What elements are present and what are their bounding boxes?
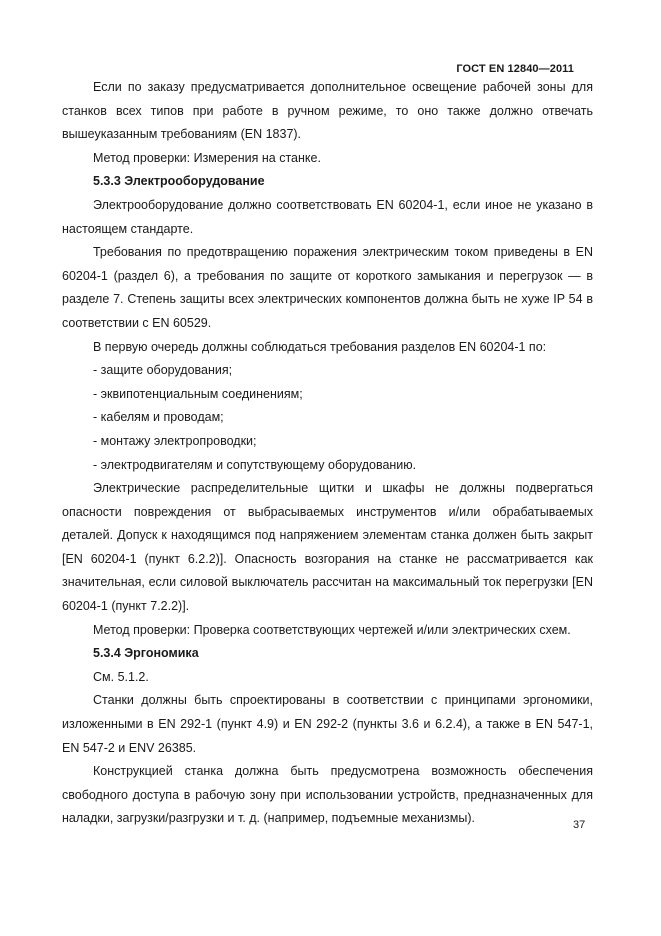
paragraph-ergonomics: Станки должны быть спроектированы в соответствии с принципами эргономики, изложенными в EN 292-1 (пункт 4.9) и EN 292-2 (пункты 3.6 и 6.2.4), а также в EN 547-1, EN 547-2 и ENV 26385.	[62, 693, 593, 755]
paragraph-lighting: Если по заказу предусматривается дополнительное освещение рабочей зоны для станков всех типов при работе в ручном режиме, то оно также должно отвечать вышеуказанным требованиям (EN 1837).	[62, 80, 593, 142]
paragraph-free-access: Конструкцией станка должна быть предусмотрена возможность обеспечения свободного доступа в рабочую зону при использовании устройств, предназначенных для наладки, загрузки/разгрузки и т. д. (например, подъемные механизмы).	[62, 764, 593, 826]
list-item: - кабелям и проводам;	[93, 410, 224, 425]
paragraph-see-reference: См. 5.1.2.	[93, 669, 149, 684]
paragraph-electrical-equipment: Электрооборудование должно соответствовать EN 60204-1, если иное не указано в настоящем стандарте.	[62, 197, 593, 236]
paragraph-test-method-1: Метод проверки: Измерения на станке.	[93, 150, 321, 165]
section-heading-5-3-4: 5.3.4 Эргономика	[93, 646, 199, 661]
paragraph-test-method-2: Метод проверки: Проверка соответствующих чертежей и/или электрических схем.	[93, 622, 571, 637]
list-item: - монтажу электропроводки;	[93, 433, 257, 448]
page-body	[62, 76, 593, 831]
document-header: ГОСТ EN 12840—2011	[456, 63, 574, 75]
paragraph-requirements-intro: В первую очередь должны соблюдаться требования разделов EN 60204-1 по:	[93, 339, 547, 354]
list-item: - защите оборудования;	[93, 363, 233, 378]
list-item: - электродвигателям и сопутствующему оборудованию.	[93, 457, 417, 472]
list-item: - эквипотенциальным соединениям;	[93, 386, 303, 401]
section-heading-5-3-3: 5.3.3 Электрооборудование	[93, 174, 265, 189]
paragraph-distribution-boards: Электрические распределительные щитки и шкафы не должны подвергаться опасности повреждения от выбрасываемых инструментов и/или обрабатываемых деталей. Допуск к находящимся под напряжением элементам станка должен быть закрыт [EN 60204-1 (пункт 6.2.2)]. Опасность возгорания на станке не рассматривается как значительная, если силовой выключатель рассчитан на максимальный ток перегрузки [EN 60204-1 (пункт 7.2.2)].	[62, 481, 593, 614]
page-number: 37	[573, 819, 586, 831]
paragraph-shock-protection: Требования по предотвращению поражения электрическим током приведены в EN 60204-1 (раздел 6), а требования по защите от короткого замыкания и перегрузок — в разделе 7. Степень защиты всех электрических компонентов должна быть не хуже IP 54 в соответствии с EN 60529.	[62, 245, 593, 330]
